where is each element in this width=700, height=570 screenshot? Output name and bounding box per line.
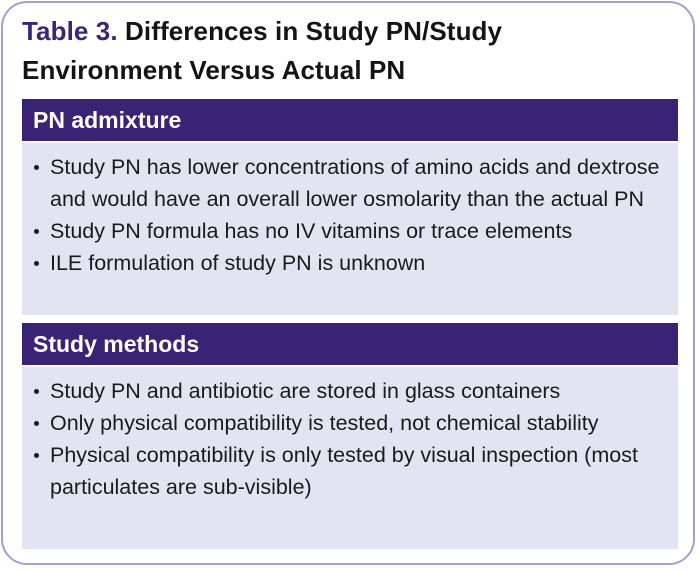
bullet-icon	[34, 389, 39, 394]
bullet-icon	[34, 229, 39, 234]
list-item-text: Study PN has lower concentrations of amino acids and dextrose and would have an overall lower osmolarity than the actual PN	[50, 155, 660, 211]
list-item	[34, 375, 668, 407]
bullet-list	[34, 375, 668, 503]
bullet-icon	[34, 453, 39, 458]
list-item-text: ILE formulation of study PN is unknown	[50, 251, 426, 275]
table-title	[22, 12, 662, 90]
section-header-study-methods: Study methods	[22, 323, 678, 365]
bullet-icon	[34, 421, 39, 426]
bullet-list	[34, 151, 668, 279]
section-header-pn-admixture: PN admixture	[22, 99, 678, 141]
bullet-icon	[34, 261, 39, 266]
list-item	[34, 407, 668, 439]
list-item-text: Study PN formula has no IV vitamins or trace elements	[50, 219, 573, 243]
list-item	[34, 247, 668, 279]
list-item	[34, 151, 668, 215]
list-item-text: Study PN and antibiotic are stored in glass containers	[50, 379, 561, 403]
section-body-pn-admixture	[22, 143, 678, 315]
list-item	[34, 439, 668, 503]
list-item	[34, 215, 668, 247]
table-label: Table 3.	[22, 16, 118, 46]
section-body-study-methods	[22, 367, 678, 549]
table-title-text: Differences in Study PN/Study Environment Versus Actual PN	[22, 16, 503, 85]
bullet-icon	[34, 165, 39, 170]
list-item-text: Only physical compatibility is tested, not chemical stability	[50, 411, 599, 435]
list-item-text: Physical compatibility is only tested by visual inspection (most particulates are sub-visible)	[50, 443, 638, 499]
